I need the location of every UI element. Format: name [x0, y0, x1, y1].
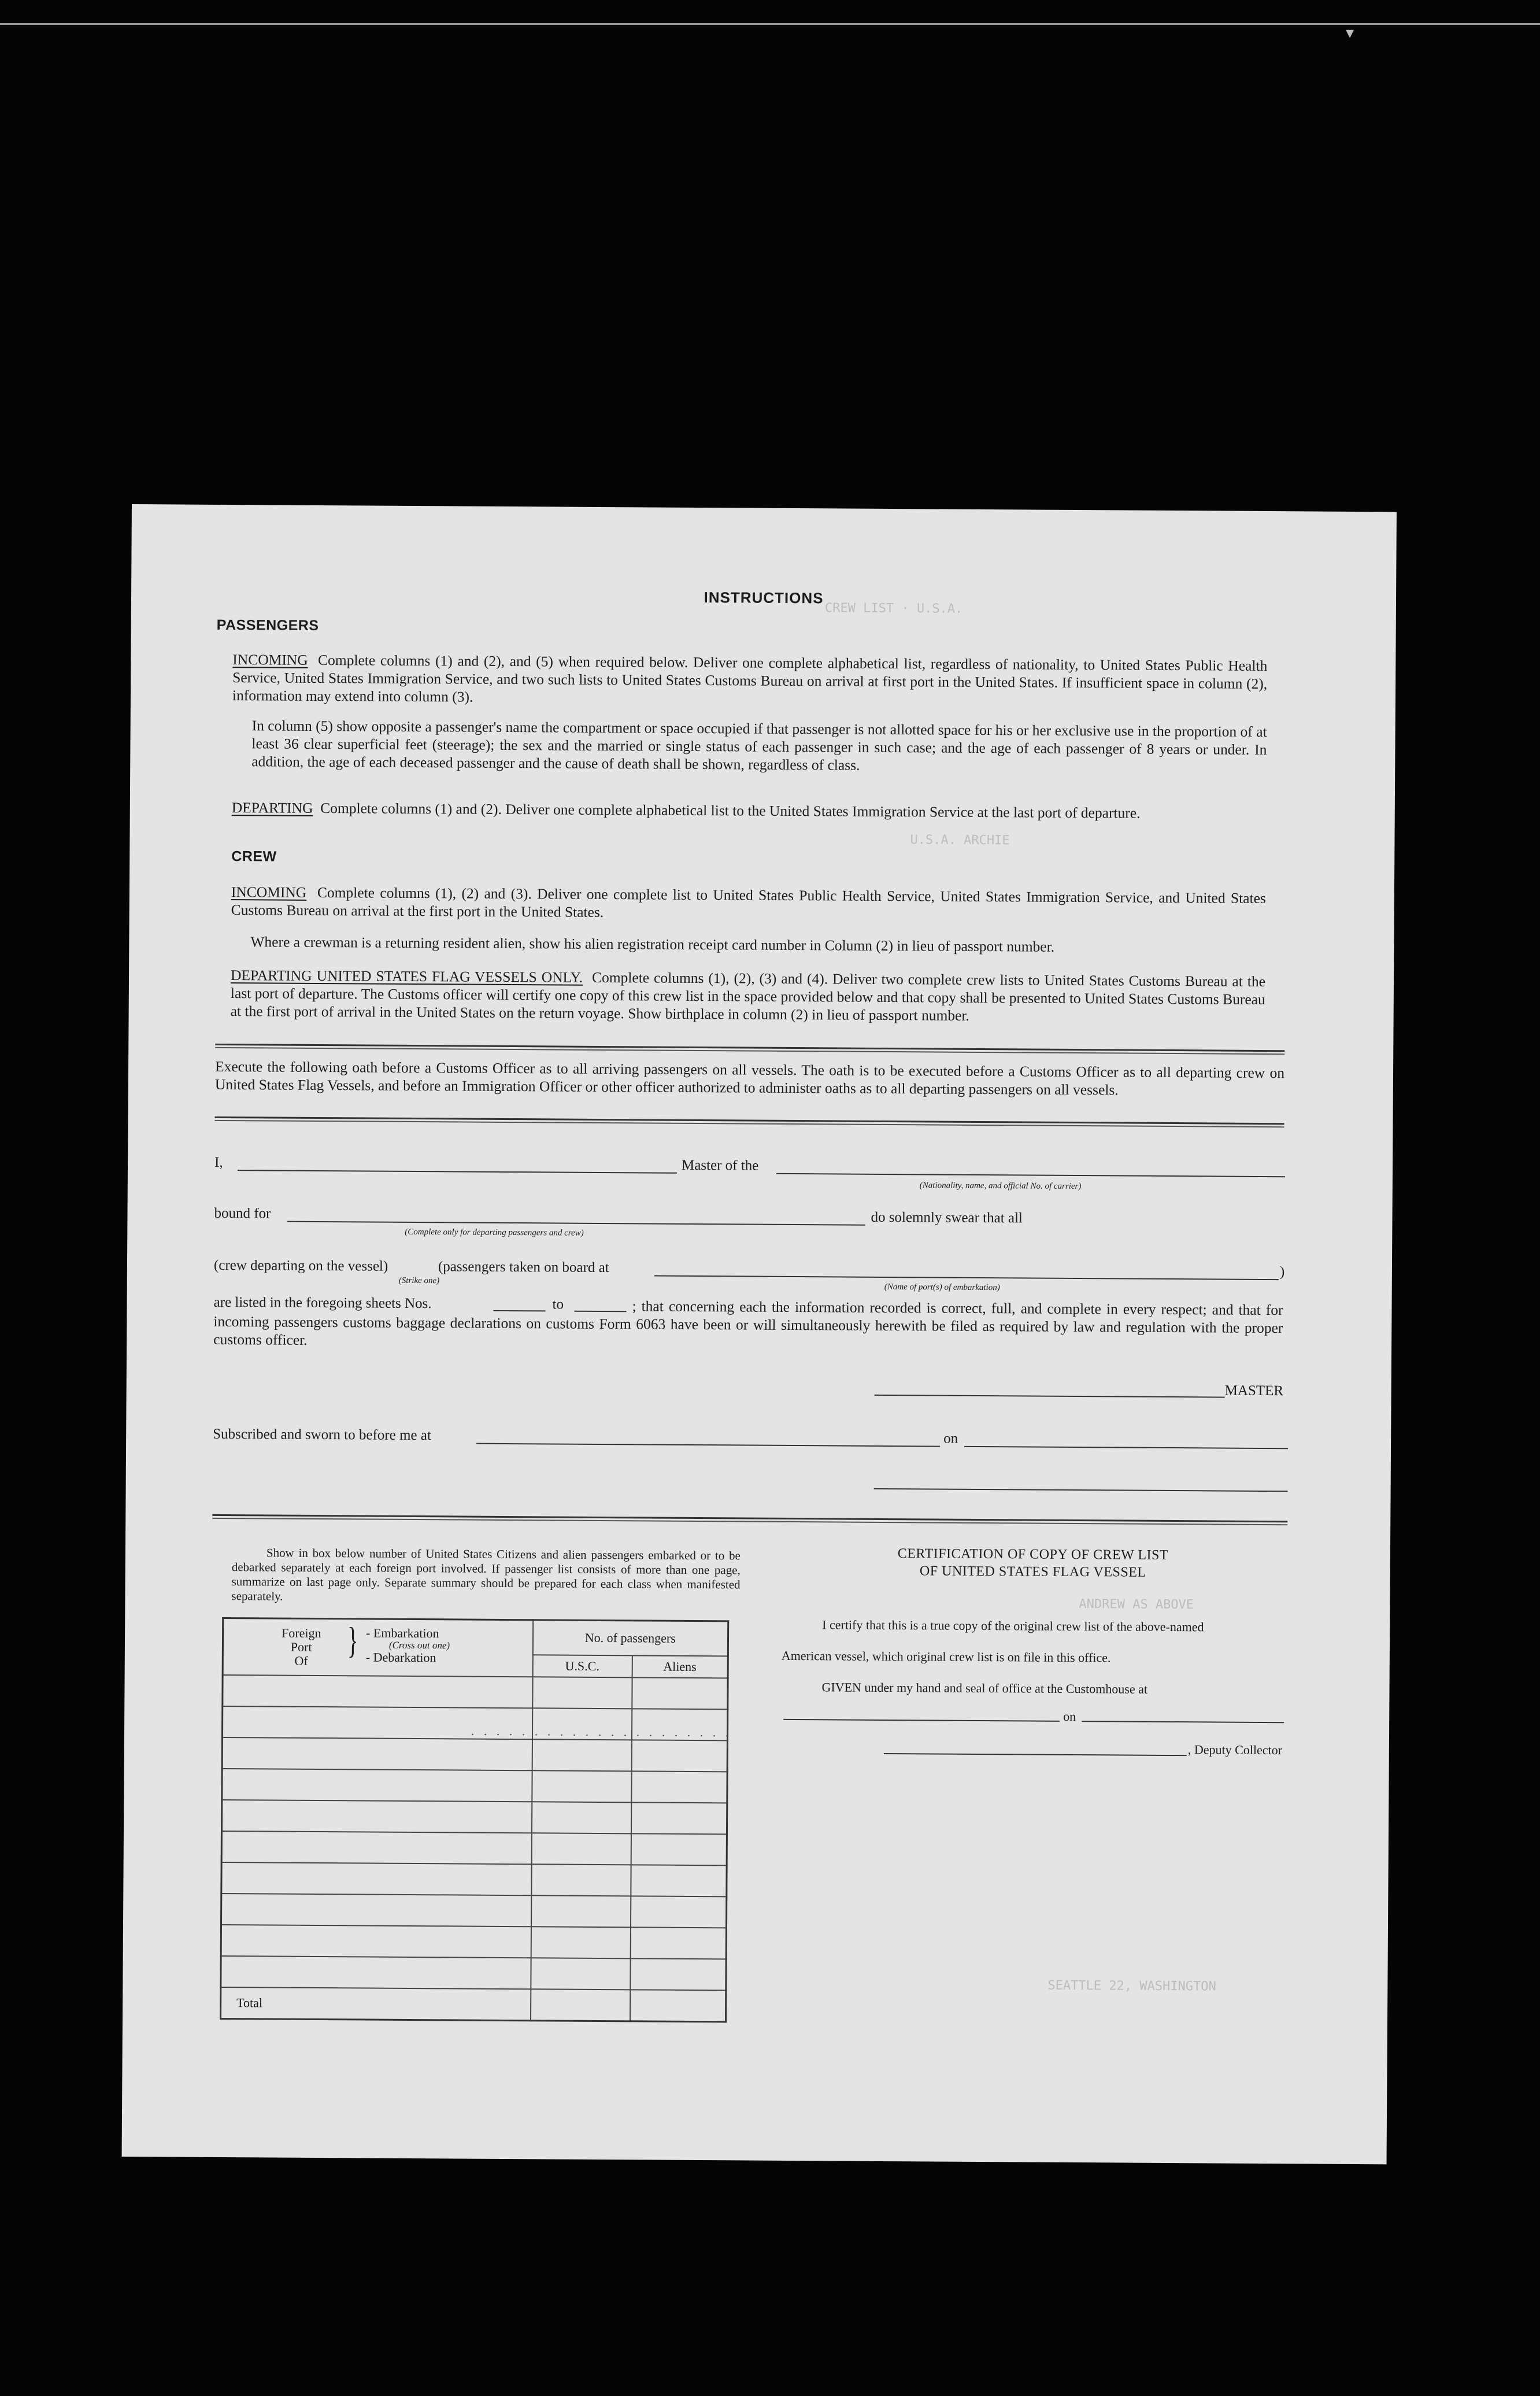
oath-i-label: I,: [214, 1154, 223, 1170]
bound-for-label: bound for: [214, 1205, 271, 1222]
sworn-on-label: on: [943, 1430, 958, 1447]
usc-cell[interactable]: [531, 1895, 630, 1927]
crew-incoming-paragraph: [231, 883, 1266, 925]
aliens-cell[interactable]: [630, 1927, 726, 1959]
usc-header: U.S.C.: [532, 1655, 632, 1677]
scan-mark: ▾: [1346, 23, 1354, 42]
document-page: [122, 504, 1397, 2164]
table-row: [222, 1769, 727, 1803]
sworn-date-line[interactable]: [964, 1446, 1288, 1449]
table-row: [221, 1956, 726, 1990]
instructions-title: INSTRUCTIONS: [704, 589, 824, 607]
incoming-label: INCOMING: [232, 651, 308, 668]
crew-heading: CREW: [231, 848, 277, 865]
bound-for-line[interactable]: [287, 1221, 865, 1226]
of-label: Of: [294, 1653, 308, 1668]
aliens-cell[interactable]: [630, 1896, 726, 1928]
usc-cell[interactable]: [531, 1927, 630, 1958]
embarkation-options: [366, 1627, 450, 1664]
aliens-header: Aliens: [632, 1655, 728, 1678]
bleed-through-text: U.S.A. ARCHIE: [910, 833, 1010, 848]
sworn-place-line[interactable]: [476, 1443, 940, 1447]
ports-note: (Name of port(s) of embarkation): [884, 1282, 1000, 1293]
bleed-through-text: CREW LIST · U.S.A.: [824, 601, 963, 616]
embarkation-label: - Embarkation: [366, 1625, 439, 1641]
passengers-heading: PASSENGERS: [216, 616, 319, 634]
sheets-text: ; that concerning each the information recorded is correct, full, and complete in every respect; and that for incoming passengers customs baggage declarations on customs Form 6063 have been or will simultaneously herewith be filed as required by law and regulation with the proper customs officer.: [213, 1297, 1283, 1348]
aliens-cell[interactable]: [631, 1833, 727, 1865]
passengers-departing-text: Complete columns (1) and (2). Deliver one complete alphabetical list to the United States Immigration Service at the last port of departure.: [320, 800, 1141, 822]
usc-cell[interactable]: [531, 1833, 631, 1865]
close-paren: ): [1279, 1264, 1285, 1280]
deputy-signature-line[interactable]: [884, 1753, 1187, 1756]
aliens-cell[interactable]: [631, 1802, 727, 1834]
certification-on-label: on: [1063, 1709, 1076, 1724]
port-cell[interactable]: [221, 1956, 531, 1989]
master-name-line[interactable]: [238, 1170, 677, 1174]
no-of-passengers-header: No. of passengers: [532, 1620, 728, 1657]
total-label: Total: [221, 1987, 531, 2021]
usc-cell[interactable]: [531, 1802, 631, 1833]
carrier-line[interactable]: [776, 1173, 1285, 1177]
port-cell[interactable]: [223, 1675, 532, 1708]
passengers-departing-paragraph: [232, 798, 1267, 823]
passenger-summary-table: [220, 1617, 729, 2022]
crew-departing-text: Complete columns (1), (2), (3) and (4). Deliver two complete crew lists to United States Customs Bureau at the last port of departure. The Customs officer will certify one copy of this crew list in the space provided below and that copy shall be presented to United States Customs Bureau at the first port of arrival in the United States on the return voyage. Show birthplace in column (2) in lieu of passport number.: [230, 968, 1266, 1024]
passengers-taken-option: (passengers taken on board at: [438, 1259, 609, 1276]
debarkation-label: - Debarkation: [365, 1650, 436, 1665]
complete-only-note: (Complete only for departing passengers and crew): [405, 1227, 584, 1238]
passengers-incoming-paragraph: [232, 650, 1268, 711]
table-row: [221, 1800, 727, 1834]
swear-label: do solemnly swear that all: [871, 1209, 1023, 1226]
aliens-total-cell[interactable]: [630, 1990, 725, 2022]
vessel-text: American vessel, which original crew list is on file in this office.: [781, 1648, 1111, 1665]
crew-departing-option: (crew departing on the vessel): [213, 1257, 388, 1274]
port-cell[interactable]: [221, 1862, 531, 1895]
bleed-through-text: SEATTLE 22, WASHINGTON: [1047, 1978, 1216, 1994]
foreign-label: Foreign: [282, 1625, 321, 1641]
section-divider: [215, 1044, 1284, 1055]
oath-intro: Execute the following oath before a Customs Officer as to all arriving passengers on all vessels. The oath is to be executed before a Customs Officer as to all departing crew on United States Flag Vessels, and before an Immigration Officer or other officer authorized to administer oaths as to all departing passengers on all vessels.: [214, 1058, 1285, 1099]
usc-cell[interactable]: [532, 1677, 632, 1709]
table-row: [221, 1831, 727, 1865]
usc-cell[interactable]: [532, 1770, 631, 1802]
table-row: [221, 1925, 726, 1959]
port-cell[interactable]: [221, 1894, 531, 1927]
certify-text: I certify that this is a true copy of the original crew list of the above-named: [822, 1617, 1204, 1635]
certification-title-1: CERTIFICATION OF COPY OF CREW LIST: [897, 1546, 1169, 1563]
port-cell[interactable]: [222, 1737, 532, 1770]
customhouse-line[interactable]: [783, 1719, 1060, 1722]
dotted-leader: . . . . . . . . . . . . . . . . . . . . .: [471, 1725, 732, 1740]
ports-line[interactable]: [654, 1275, 1279, 1281]
table-row: [222, 1737, 727, 1772]
officer-signature-line[interactable]: [874, 1488, 1288, 1492]
section-divider: [214, 1116, 1284, 1127]
crew-incoming-text: Complete columns (1), (2) and (3). Deliver one complete list to United States Public Health Service, United States Immigration Service, and United States Customs Bureau on arrival at the first port in the United States.: [231, 883, 1266, 920]
departing-label: DEPARTING: [231, 799, 313, 816]
sheets-label: are listed in the foregoing sheets Nos.: [213, 1294, 432, 1312]
port-cell[interactable]: [222, 1769, 532, 1802]
subscribed-label: Subscribed and sworn to before me at: [213, 1426, 431, 1444]
aliens-cell[interactable]: [630, 1958, 726, 1990]
port-cell[interactable]: [221, 1831, 531, 1864]
port-header-cell: [223, 1618, 533, 1677]
foreign-port-of: [282, 1626, 321, 1668]
summary-instruction: Show in box below number of United States Citizens and alien passengers embarked or to be debarked separately at each foreign port involved. If passenger list consists of more than one page, summarize on last page only. Separate summary should be prepared for each class when manifested separately.: [231, 1545, 741, 1603]
bleed-through-text: ANDREW AS ABOVE: [1079, 1597, 1194, 1613]
table-row: [223, 1675, 728, 1709]
usc-cell[interactable]: [531, 1864, 631, 1896]
aliens-cell[interactable]: [632, 1677, 728, 1709]
aliens-cell[interactable]: [631, 1771, 727, 1803]
crew-departing-paragraph: [231, 966, 1266, 1026]
strike-one-note: (Strike one): [398, 1275, 440, 1286]
nationality-note: (Nationality, name, and official No. of carrier): [919, 1181, 1082, 1192]
crew-departing-label: DEPARTING UNITED STATES FLAG VESSELS ONLY.: [230, 967, 583, 986]
crew-incoming-label: INCOMING: [231, 883, 307, 901]
total-row: [221, 1987, 726, 2022]
master-label: MASTER: [1224, 1382, 1284, 1399]
table-row: [221, 1862, 727, 1896]
port-cell[interactable]: [221, 1800, 531, 1833]
section-divider: [212, 1514, 1287, 1525]
usc-total-cell[interactable]: [530, 1989, 630, 2021]
master-signature-line[interactable]: [875, 1395, 1225, 1398]
aliens-cell[interactable]: [631, 1740, 727, 1772]
usc-cell[interactable]: [531, 1958, 630, 1990]
table-row: [221, 1894, 726, 1928]
deputy-collector-label: , Deputy Collector: [1187, 1742, 1283, 1758]
usc-cell[interactable]: [532, 1739, 631, 1771]
given-text: GIVEN under my hand and seal of office at the Customhouse at: [821, 1680, 1148, 1696]
scan-top-border: [0, 23, 1540, 25]
aliens-cell[interactable]: [631, 1865, 727, 1896]
passengers-incoming-text: Complete columns (1) and (2), and (5) when required below. Deliver one complete alphabetical list, regardless of nationality, to United States Public Health Service, United States Immigration Service, and two such lists to United States Customs Bureau on arrival at first port in the United States. If insufficient space in column (2), information may extend into column (3).: [232, 651, 1268, 705]
port-cell[interactable]: [221, 1925, 531, 1958]
to-label: to: [552, 1296, 564, 1312]
master-of-label: Master of the: [681, 1157, 759, 1174]
port-label: Port: [290, 1639, 312, 1654]
crew-resident-text: Where a crewman is a returning resident alien, show his alien registration receipt card number in Column (2) in lieu of passport number.: [250, 933, 1055, 955]
certification-date-line[interactable]: [1082, 1721, 1284, 1723]
brace: }: [347, 1619, 358, 1661]
passengers-column5-text: In column (5) show opposite a passenger's name the compartment or space occupied if that passenger is not allotted space for his or her exclusive use in the proportion of at least 36 clear superficial feet (steerage); the sex and the married or single status of each passenger in such case; and the age of each passenger of 8 years or under. In addition, the age of each deceased passenger and the cause of death shall be shown, regardless of class.: [251, 717, 1267, 774]
certification-title-2: OF UNITED STATES FLAG VESSEL: [919, 1563, 1146, 1580]
cross-out-note: (Cross out one): [388, 1639, 450, 1651]
